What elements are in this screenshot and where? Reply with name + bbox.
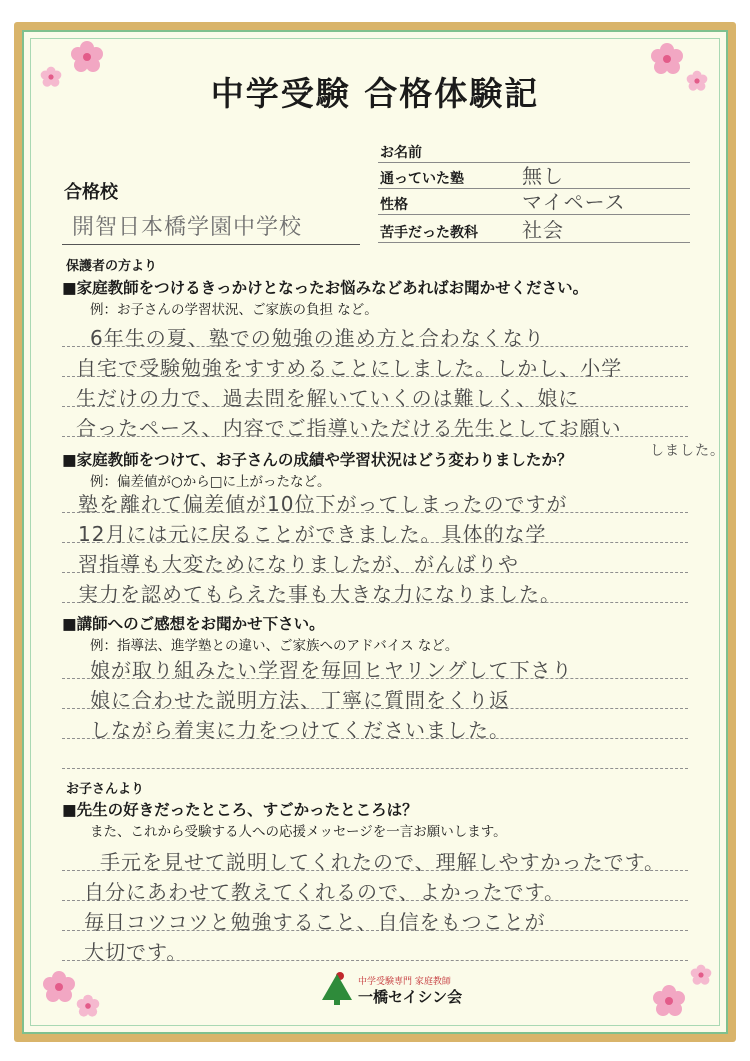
q2-answer-line: 12月には元に戻ることができました。具体的な学 bbox=[78, 522, 547, 546]
weak-subject-underline bbox=[378, 242, 690, 243]
q1-title: ■家庭教師をつけるきっかけとなったお悩みなどあればお聞かせください。 bbox=[62, 278, 589, 297]
child-question-subtitle: また、これから受験する人への応援メッセージを一言お願いします。 bbox=[90, 824, 507, 840]
q3-title: ■講師へのご感想をお聞かせ下さい。 bbox=[62, 614, 325, 633]
school-value: 開智日本橋学園中学校 bbox=[72, 215, 303, 240]
logo-tagline: 中学受験専門 家庭教師 bbox=[358, 977, 451, 987]
juku-label: 通っていた塾 bbox=[380, 171, 464, 187]
q3-example: 例：指導法、進学塾との違い、ご家族へのアドバイス など。 bbox=[90, 638, 459, 654]
q1-answer-line: 生だけの力で、過去問を解いていくのは難しく、娘に bbox=[76, 386, 580, 410]
q1-example: 例：お子さんの学習状況、ご家族の負担 など。 bbox=[90, 302, 378, 318]
weak-subject-value: 社会 bbox=[522, 218, 564, 242]
q3-answer-line: 娘が取り組みたい学習を毎回ヒヤリングして下さり bbox=[90, 658, 573, 682]
child-answer-line: 自分にあわせて教えてくれるので、よかったです。 bbox=[84, 880, 565, 904]
school-label: 合格校 bbox=[64, 182, 118, 203]
school-underline bbox=[62, 244, 360, 245]
juku-value: 無し bbox=[522, 164, 564, 188]
q3-answer-line: しながら着実に力をつけてくださいました。 bbox=[90, 718, 510, 742]
q2-answer-line: 実力を認めてもらえた事も大きな力になりました。 bbox=[78, 582, 561, 606]
name-label: お名前 bbox=[380, 145, 422, 161]
q1-answer-line: 自宅で受験勉強をすすめることにしました。しかし、小学 bbox=[76, 356, 623, 380]
writing-line bbox=[62, 768, 688, 769]
cherry-blossom-icon bbox=[42, 970, 76, 1004]
q2-example: 例：偏差値が○から□に上がったなど。 bbox=[90, 474, 331, 490]
q2-answer-line: 習指導も大変ためになりましたが、がんばりや bbox=[78, 552, 519, 576]
cherry-blossom-icon bbox=[690, 964, 712, 986]
q3-answer-line: 娘に合わせた説明方法、丁寧に質問をくり返 bbox=[90, 688, 510, 712]
weak-subject-label: 苦手だった教科 bbox=[380, 225, 478, 241]
personality-label: 性格 bbox=[380, 197, 408, 213]
cherry-blossom-icon bbox=[652, 984, 686, 1018]
cherry-blossom-icon bbox=[76, 994, 100, 1018]
child-answer-line: 手元を見せて説明してくれたので、理解しやすかったです。 bbox=[100, 850, 665, 874]
personality-value: マイペース bbox=[522, 190, 626, 214]
page-title: 中学受験 合格体験記 bbox=[210, 74, 540, 113]
q2-answer-line: 塾を離れて偏差値が10位下がってしまったのですが bbox=[78, 492, 568, 516]
q1-answer-line: 合ったペース、内容でご指導いただける先生としてお願い bbox=[76, 416, 622, 440]
child-answer-line: 大切です。 bbox=[84, 940, 188, 964]
guardian-heading: 保護者の方より bbox=[66, 259, 158, 274]
q1-answer-line: 6年生の夏、塾での勉強の進め方と合わなくなり bbox=[90, 326, 545, 350]
child-answer-line: 毎日コツコツと勉強すること、自信をもつことが bbox=[84, 910, 546, 934]
tree-logo-icon bbox=[318, 970, 356, 1006]
q1-answer-line: しました。 bbox=[650, 443, 725, 459]
child-question-title: ■先生の好きだったところ、すごかったところは？ bbox=[62, 800, 418, 819]
logo-name: 一橋セイシン会 bbox=[358, 988, 463, 1006]
child-heading: お子さんより bbox=[66, 782, 145, 797]
q2-title: ■家庭教師をつけて、お子さんの成績や学習状況はどう変わりましたか？ bbox=[62, 450, 573, 469]
